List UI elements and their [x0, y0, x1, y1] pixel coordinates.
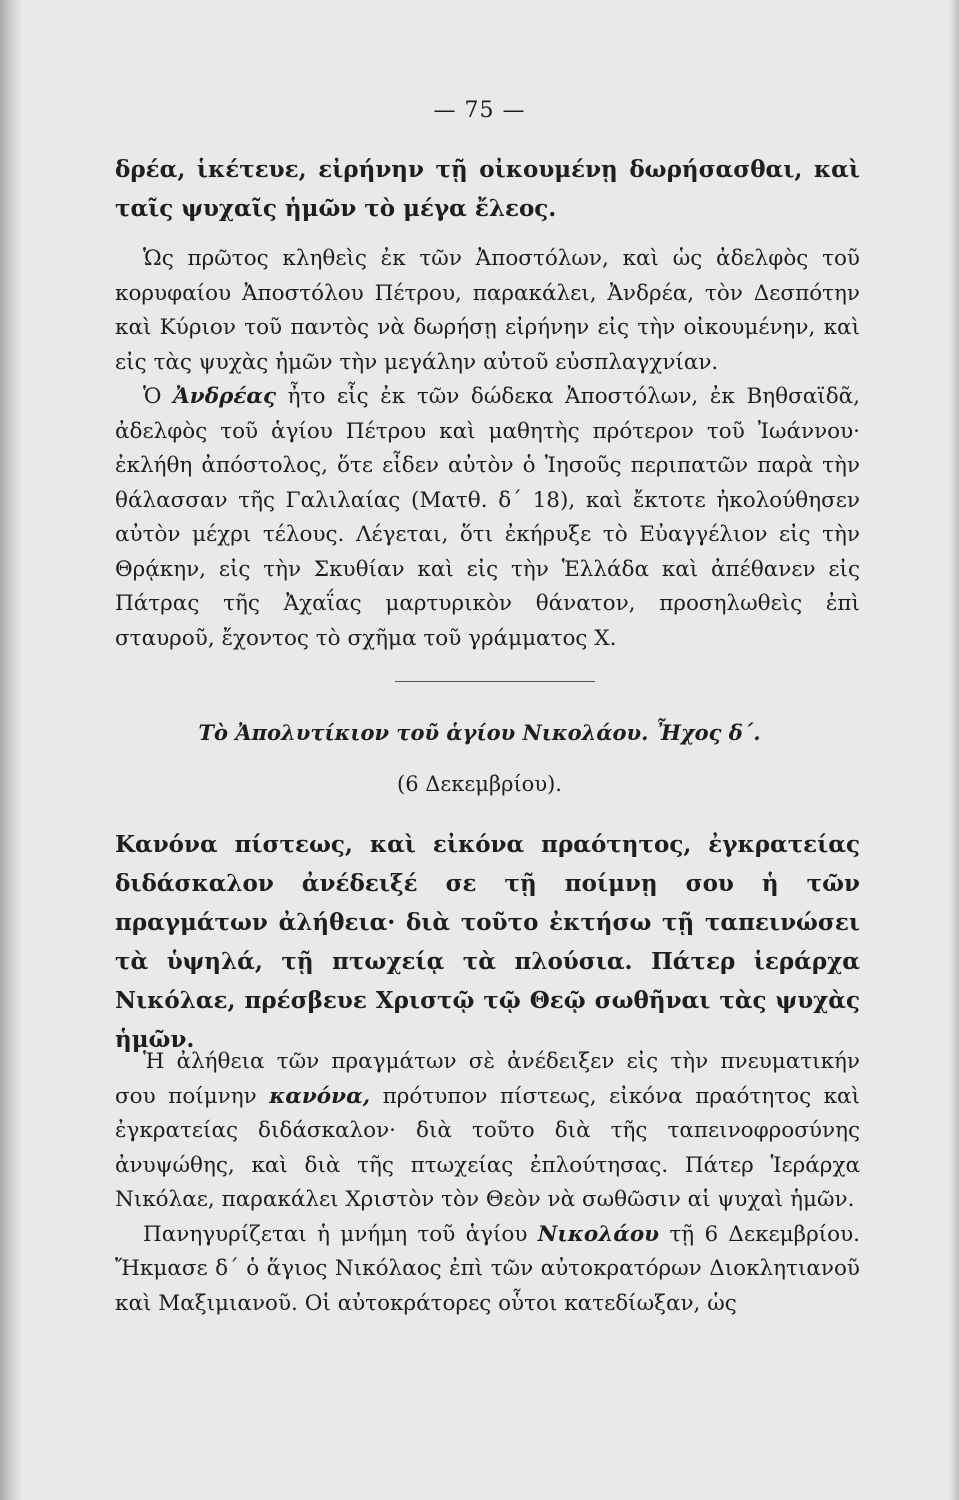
nicholas-para-emph: κανόνα,	[269, 1083, 371, 1109]
page-edge-shadow	[0, 0, 22, 1500]
nicholas-para-before: Ἡ ἀλήθεια τῶν πραγμάτων σὲ ἀνέδειξεν εἰς τὴν πνευματικήν σου ποίμνην	[115, 1049, 860, 1109]
hymn-block	[115, 825, 860, 1059]
hymn-date: (6 Δεκεμβρίου).	[397, 772, 562, 796]
page-number: — 75 —	[433, 98, 526, 123]
nicholas-section	[115, 1045, 860, 1321]
andrew-paraphrase: Ὡς πρῶτος κληθεὶς ἐκ τῶν Ἀποστόλων, καὶ ὡς ἀδελφὸς τοῦ κορυφαίου Ἀποστόλου Πέτρου, παρακάλει, Ἀνδρέα, τὸν Δεσπότην καὶ Κύριον τοῦ παντὸς νὰ δωρήσῃ εἰρήνην εἰς τὴν οἰκουμένην, καὶ εἰς τὰς ψυχὰς ἡμῶν τὴν μεγάλην αὐτοῦ εὐσπλαγχνίαν.	[115, 246, 860, 375]
hymn-text: Κανόνα πίστεως, καὶ εἰκόνα πραότητος, ἐγκρατείας διδάσκαλον ἀνέδειξέ σε τῇ ποίμνῃ σου ἡ τῶν πραγμάτων ἀλήθεια· διὰ τοῦτο ἐκτήσω τῇ ταπεινώσει τὰ ὑψηλά, τῇ πτωχείᾳ τὰ πλούσια. Πάτερ ἱεράρχα Νικόλαε, πρέσβευε Χριστῷ τῷ Θεῷ σωθῆναι τὰς ψυχὰς ἡμῶν.	[115, 831, 860, 1053]
nicholas-bio-after: τῇ 6 Δεκεμβρίου. Ἤκμασε δ΄ ὁ ἅγιος Νικόλαος ἐπὶ τῶν αὐτοκρατόρων Διοκλητιανοῦ καὶ Μαξιμιανοῦ. Οἱ αὐτοκράτορες οὗτοι κατεδίωξαν, ὡς	[115, 1221, 860, 1316]
nicholas-bio-emph: Νικολάου	[537, 1221, 660, 1247]
nicholas-bio-before: Πανηγυρίζεται ἡ μνήμη τοῦ ἁγίου	[143, 1221, 538, 1247]
prayer-end-text: δρέα, ἱκέτευε, εἰρήνην τῇ οἰκουμένῃ δωρήσασθαι, καὶ ταῖς ψυχαῖς ἡμῶν τὸ μέγα ἔλεος.	[115, 156, 860, 222]
andrew-bio-text: ἦτο εἷς ἐκ τῶν δώδεκα Ἀποστόλων, ἐκ Βηθσαϊδᾶ, ἀδελφὸς τοῦ ἁγίου Πέτρου καὶ μαθητὴς πρότερον τοῦ Ἰωάννου· ἐκλήθη ἀπόστολος, ὅτε εἶδεν αὐτὸν ὁ Ἰησοῦς περιπατῶν παρὰ τὴν θάλασσαν τῆς Γαλιλαίας (Ματθ. δ΄ 18), καὶ ἔκτοτε ἠκολούθησεν αὐτὸν μέχρι τέλους. Λέγεται, ὅτι ἐκήρυξε τὸ Εὐαγγέλιον εἰς τὴν Θρᾴκην, εἰς τὴν Σκυθίαν καὶ εἰς τὴν Ἑλλάδα καὶ ἀπέθανεν εἰς Πάτρας τῆς Ἀχαΐας μαρτυρικὸν θάνατον, προσηλωθεὶς ἐπὶ σταυροῦ, ἔχοντος τὸ σχῆμα τοῦ γράμματος Χ.	[115, 384, 860, 651]
section-divider	[395, 681, 595, 682]
prayer-end	[115, 150, 860, 228]
andrew-biography	[115, 380, 860, 656]
page-right-shadow	[949, 0, 959, 1500]
nicholas-para-after: πρότυπον πίστεως, εἰκόνα πραότητος καὶ ἐγκρατείας διδάσκαλον· διὰ τοῦτο διὰ τῆς ταπεινοφροσύνης ἀνυψώθης, καὶ διὰ τῆς πτωχείας ἐπλούτησας. Πάτερ Ἱεράρχα Νικόλαε, παρακάλει Χριστὸν τὸν Θεὸν νὰ σωθῶσιν αἱ ψυχαὶ ἡμῶν.	[115, 1083, 861, 1212]
andrew-name: Ἀνδρέας	[173, 384, 277, 409]
nicholas-biography	[115, 1218, 860, 1322]
andrew-article: Ὁ	[143, 384, 174, 409]
andrew-section	[115, 242, 860, 656]
nicholas-paraphrase	[115, 1045, 860, 1218]
hymn-title: Τὸ Ἀπολυτίκιον τοῦ ἁγίου Νικολάου. Ἦχος δ΄.	[198, 720, 761, 745]
